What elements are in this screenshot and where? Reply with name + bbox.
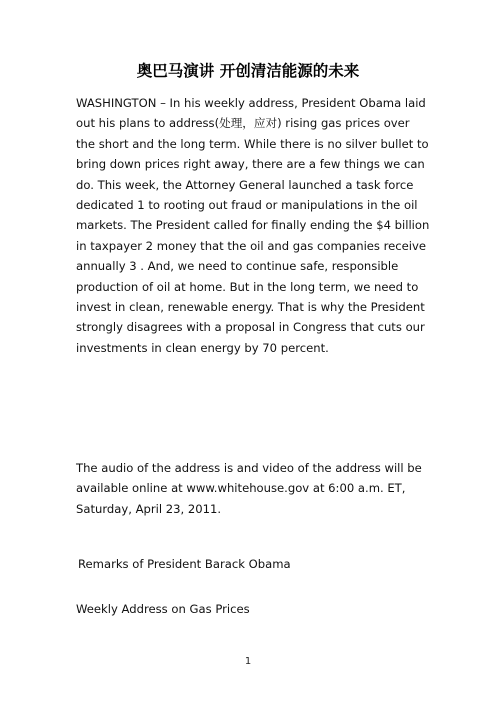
paragraph-line: the short and the long term. While there is no silver bullet to — [76, 136, 429, 151]
paragraph-line: production of oil at home. But in the long term, we need to — [76, 279, 419, 294]
paragraph-line: strongly disagrees with a proposal in Congress that cuts our — [76, 320, 425, 335]
paragraph-line: bring down prices right away, there are a few things we can — [76, 157, 425, 172]
availability-paragraph — [76, 458, 424, 519]
paragraph-line: WASHINGTON – In his weekly address, President Obama laid — [76, 96, 426, 110]
document-title: 奥巴马演讲 开创清洁能源的未来 — [136, 62, 360, 80]
paragraph-line: in taxpayer 2 money that the oil and gas companies receive — [76, 238, 427, 253]
paragraph-line: annually 3 . And, we need to continue safe, responsible — [76, 259, 399, 274]
paragraph-line: dedicated 1 to rooting out fraud or manipulations in the oil — [76, 198, 418, 213]
page-number: 1 — [244, 656, 252, 667]
paragraph-line: The audio of the address is and video of the address will be — [76, 461, 422, 475]
paragraph-line: do. This week, the Attorney General launched a task force — [76, 177, 414, 192]
paragraph-line: investments in clean energy by 70 percent. — [76, 340, 329, 355]
remarks-heading: Remarks of President Barack Obama — [78, 557, 291, 571]
paragraph-line: Saturday, April 23, 2011. — [76, 501, 222, 516]
paragraph-line: available online at www.whitehouse.gov at 6:00 a.m. ET, — [76, 481, 406, 496]
paragraph-line: invest in clean, renewable energy. That is why the President — [76, 300, 425, 315]
paragraph-line: markets. The President called for finally ending the $4 billion — [76, 218, 430, 233]
weekly-address-heading: Weekly Address on Gas Prices — [76, 602, 250, 616]
intro-paragraph — [76, 93, 430, 358]
paragraph-line: out his plans to address(处理，应对) rising gas prices over — [76, 116, 410, 131]
